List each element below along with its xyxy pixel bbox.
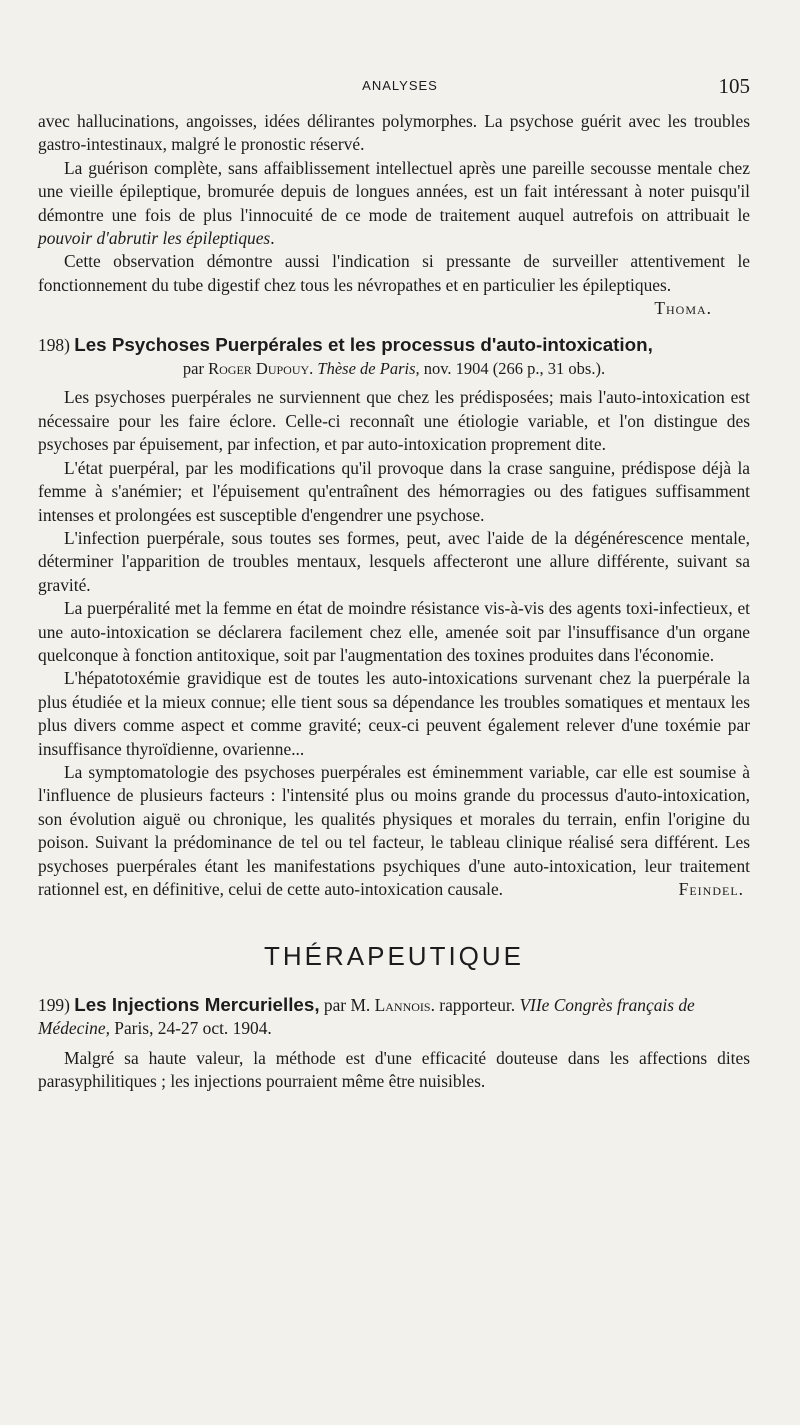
paragraph: La puerpéralité met la femme en état de moindre résistance vis-à-vis des agents toxi-infectieux, et une auto-intoxication se déclarera facilement chez elle, amenée soit par l'insuffisance d'un organe quelconque à fonction antitoxique, soit par l'augmentation des toxines produites dans l'économie. [38,598,750,665]
congress-title: VIIe Congrès français de Médecine, [38,994,695,1039]
entry-title: Les Psychoses Puerpérales et les processus d'auto-intoxication, [74,333,653,355]
entry-198-heading [38,333,750,381]
work-title: Thèse de Paris, [317,359,420,379]
paragraph: Malgré sa haute valeur, la méthode est d'une efficacité douteuse dans les affections dites parasyphilitiques ; les injections pourraient même être nuisibles. [38,1047,750,1092]
section-title: THÉRAPEUTIQUE [263,941,525,972]
byline-prefix: par [182,359,209,379]
author-name: Lannois [374,994,431,1015]
running-title: ANALYSES [362,78,438,93]
paragraph [38,250,750,319]
paragraph: Les psychoses puerpérales ne surviennent que chez les prédisposées; mais l'auto-intoxication est nécessaire pour les faire éclore. Celle-ci reconnaît une étiologie variable, et l'on distingue des psychoses par épuisement, par infection, et par auto-intoxication proprement dite. [38,387,750,455]
paragraph-end: . [270,228,275,249]
paragraph [38,157,750,251]
italic-phrase: pouvoir d'abrutir les épileptiques [38,228,271,249]
author-name: Roger Dupouy [208,359,310,379]
byline-details: Paris, 24-27 oct. 1904. [109,1018,272,1039]
byline-middle: . rapporteur. [430,994,520,1015]
paragraph: avec hallucinations, angoisses, idées délirantes polymorphes. La psychose guérit avec les troubles gastro-intestinaux, malgré le pronostic réservé. [38,111,750,155]
entry-number: 198) [38,334,70,355]
paragraph: L'hépatotoxémie gravidique est de toutes les auto-intoxications survenant chez la puerpérale la plus étudiée et la mieux connue; elle tient sous sa dépendance les troubles somatiques et mentaux les plus divers comme aspect et comme gravité; ceux-ci peuvent également relever d'une toxémie par insuffisance thyroïdienne, ovarienne... [38,668,750,759]
page-content [38,110,750,1093]
entry-byline [38,357,750,380]
byline-prefix: par M. [319,994,375,1015]
paragraph-text: La guérison complète, sans affaiblissement intellectuel après une pareille secousse mentale chez une vieille épileptique, bromurée depuis de longues années, est un fait intéressant à noter puisqu'il démontre une fois de plus l'innocuité de ce mode de traitement auquel autrefois on attribuait le [38,157,750,225]
page-header [0,74,800,98]
entry-number: 199) [38,994,70,1015]
entry-title: Les Injections Mercurielles, [74,993,320,1015]
paragraph [38,761,750,901]
paragraph: L'état puerpéral, par les modifications qu'il provoque dans la crase sanguine, prédispose déjà la femme à s'anémier; et l'épuisement qu'entraînent des hémorragies ou des fatigues suffisamment intenses et prolongées est susceptible d'engendrer une psychose. [38,457,750,525]
byline-separator: . [309,359,318,379]
byline-details: nov. 1904 (266 p., 31 obs.). [419,359,606,379]
entry-199-heading [38,993,750,1041]
paragraph-text: La symptomatologie des psychoses puerpérales est éminemment variable, car elle est soumise à l'influence de plusieurs facteurs : l'intensité plus ou moins grande du processus d'auto-intoxication, son évolution aiguë ou chronique, les qualités physiques et morales du terrain, enfin l'origine du poison. Suivant la prédominance de tel ou tel facteur, le tableau clinique réalisé sera différent. Les psychoses puerpérales étant les manifestations psychiques d'une auto-intoxication, leur traitement rationnel est, en définitive, celui de cette auto-intoxication causale. [38,761,750,899]
author-signature: Feindel. [678,879,744,899]
page-number: 105 [718,74,750,98]
author-signature: Thoma. [654,298,712,319]
paragraph: L'infection puerpérale, sous toutes ses formes, peut, avec l'aide de la dégénérescence mentale, déterminer l'apparition de troubles mentaux, lesquels affecteront une allure différente, suivant sa gravité. [38,527,750,595]
paragraph-text: Cette observation démontre aussi l'indication si pressante de surveiller attentivement le fonctionnement du tube digestif chez tous les névropathes et en particulier les épileptiques. [38,251,750,295]
